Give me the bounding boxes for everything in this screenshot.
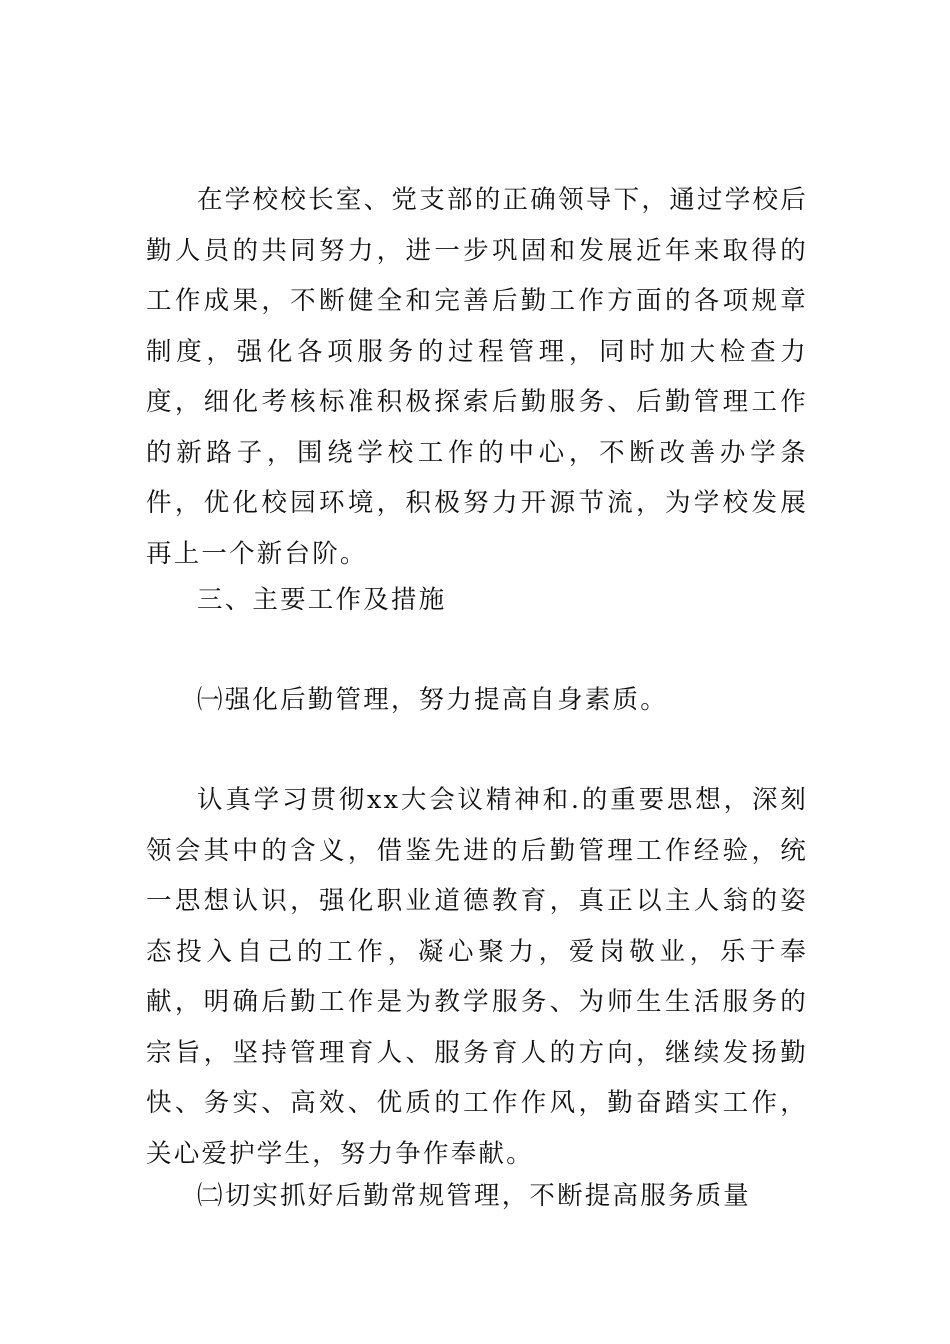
subheading: ㈡切实抓好后勤常规管理，不断提高服务质量 [197,1181,752,1211]
body-paragraph: 认真学习贯彻xx大会议精神和.的重要思想，深刻领会其中的含义，借鉴先进的后勤管理工作经验，统一思想认识，强化职业道德教育，真正以主人翁的姿态投入自己的工作，凝心聚力，爱岗敬业，乐于奉献，明确后勤工作是为教学服务、为师生生活服务的宗旨，坚持管理育人、服务育人的方向，继续发扬勤快、务实、高效、优质的工作作风，勤奋踏实工作，关心爱护学生，努力争作奉献。 [146,785,808,1169]
body-paragraph: 在学校校长室、党支部的正确领导下，通过学校后勤人员的共同努力，进一步巩固和发展近年来取得的工作成果，不断健全和完善后勤工作方面的各项规章制度，强化各项服务的过程管理，同时加大检查力度，细化考核标准积极探索后勤服务、后勤管理工作的新路子，围绕学校工作的中心，不断改善办学条件，优化校园环境，积极努力开源节流，为学校发展再上一个新台阶。 [146,185,808,569]
section-heading: 三、主要工作及措施 [197,585,447,615]
subheading: ㈠强化后勤管理，努力提高自身素质。 [197,685,668,715]
